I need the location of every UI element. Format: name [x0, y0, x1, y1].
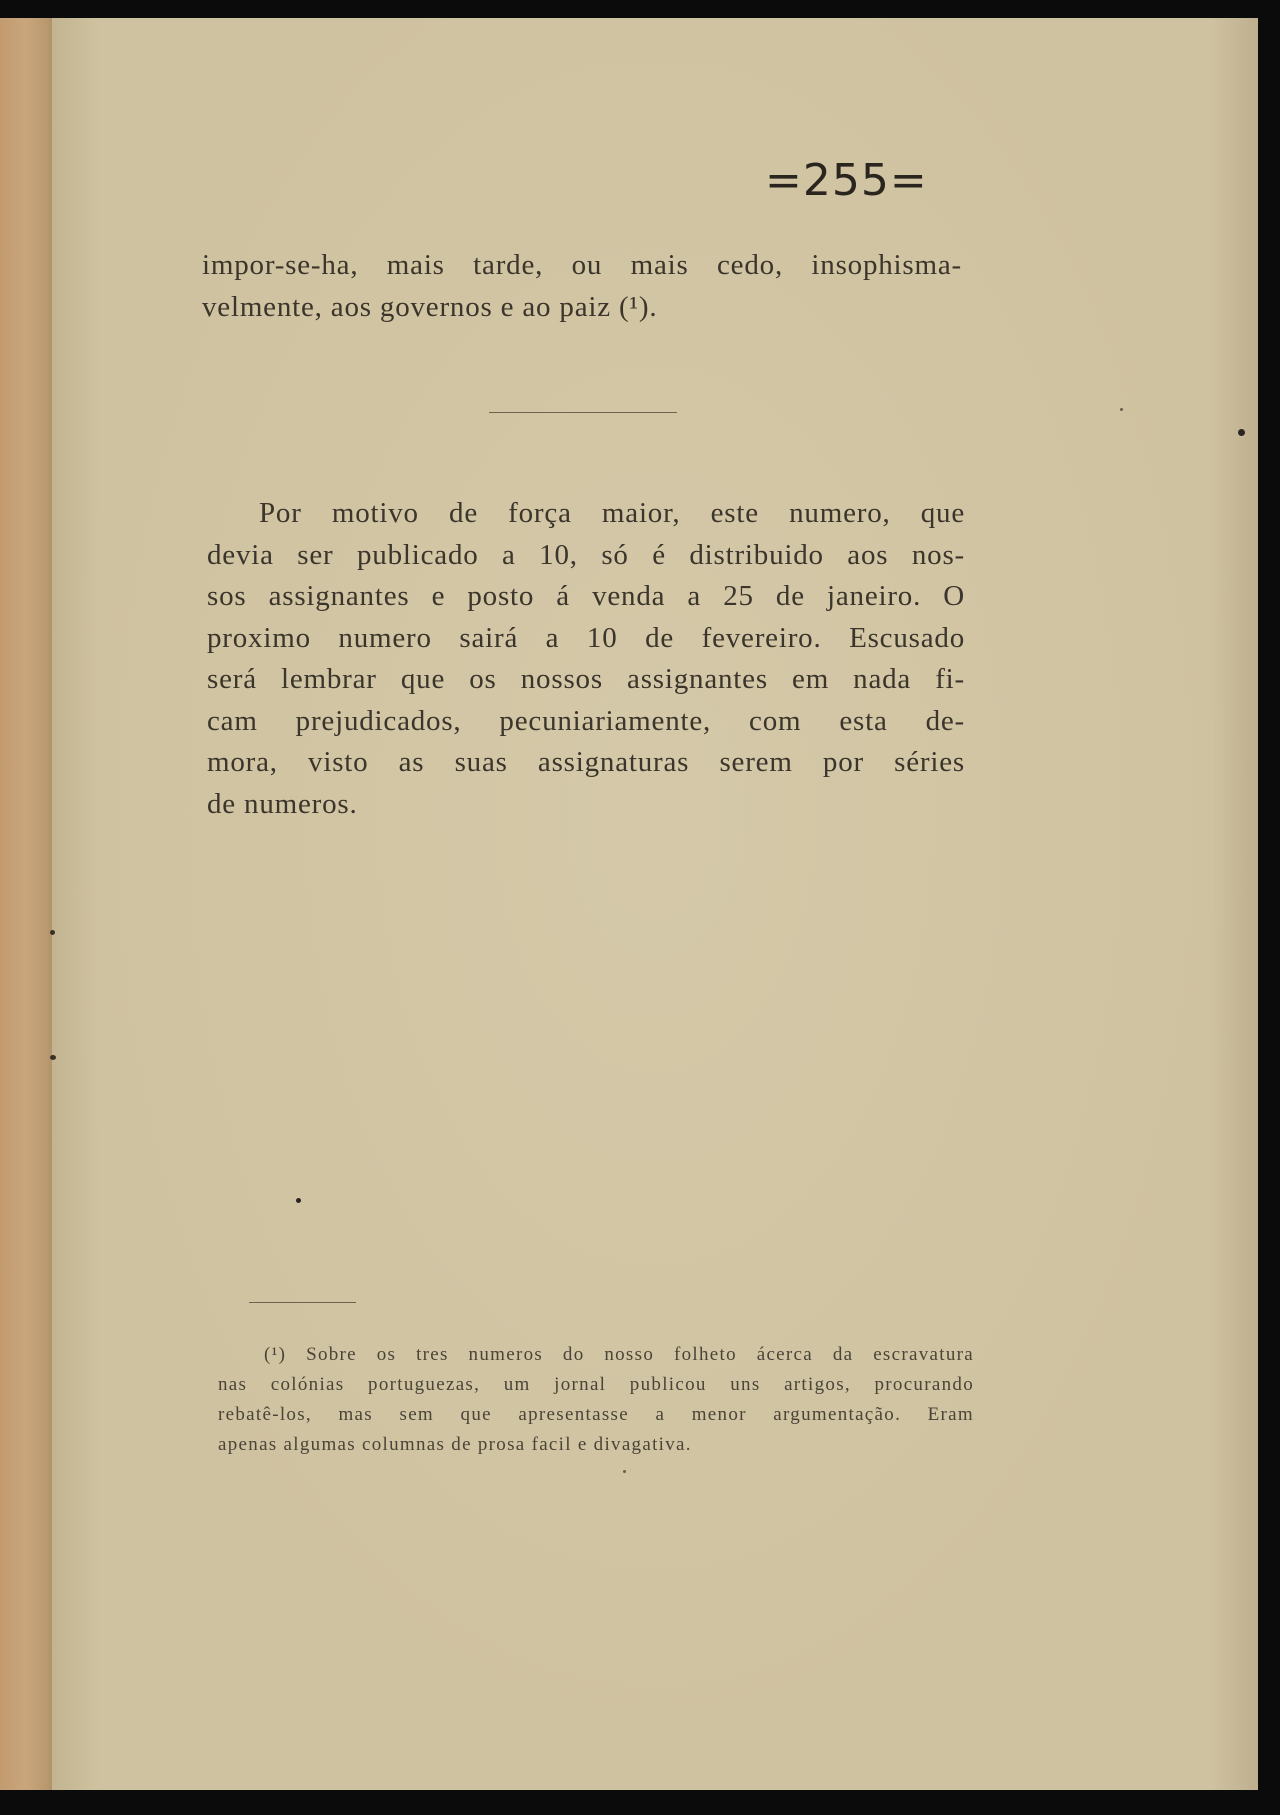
- text-line: impor-se-ha, mais tarde, ou mais cedo, insophisma-: [202, 249, 962, 281]
- text-line: devia ser publicado a 10, só é distribuido aos nos-: [207, 538, 965, 571]
- section-separator: [489, 412, 677, 413]
- text-line: Por motivo de força maior, este numero, que: [259, 497, 965, 529]
- footnote-line: nas colónias portuguezas, um jornal publicou uns artigos, procurando: [218, 1374, 974, 1395]
- text-line: velmente, aos governos e ao paiz (¹).: [202, 290, 658, 323]
- footnote-line: rebatê-los, mas sem que apresentasse a menor argumentação. Eram: [218, 1404, 974, 1425]
- paper-speck: [50, 1055, 56, 1060]
- paper-speck: [1238, 429, 1245, 436]
- text-line: de numeros.: [207, 787, 358, 820]
- text-line: será lembrar que os nossos assignantes em nada fi-: [207, 663, 965, 695]
- page-number: =255=: [765, 155, 928, 206]
- footnote-line: apenas algumas columnas de prosa facil e divagativa.: [218, 1434, 692, 1455]
- footnote: [218, 1340, 974, 1460]
- text-line: mora, visto as suas assignaturas serem por séries: [207, 746, 965, 778]
- paper-speck: [623, 1470, 626, 1473]
- text-line: proximo numero sairá a 10 de fevereiro. Escusado: [207, 621, 965, 654]
- footnote-line: (¹) Sobre os tres numeros do nosso folheto ácerca da escravatura: [264, 1344, 974, 1365]
- text-line: cam prejudicados, pecuniariamente, com esta de-: [207, 704, 965, 737]
- footnote-rule: [249, 1302, 356, 1303]
- paper-speck: [50, 930, 55, 935]
- notice-paragraph: [207, 493, 965, 825]
- page-edge: [0, 18, 58, 1790]
- text-line: sos assignantes e posto á venda a 25 de janeiro. O: [207, 580, 965, 612]
- continued-paragraph: [202, 245, 962, 328]
- paper-speck: [1120, 408, 1123, 411]
- paper-speck: [296, 1198, 301, 1203]
